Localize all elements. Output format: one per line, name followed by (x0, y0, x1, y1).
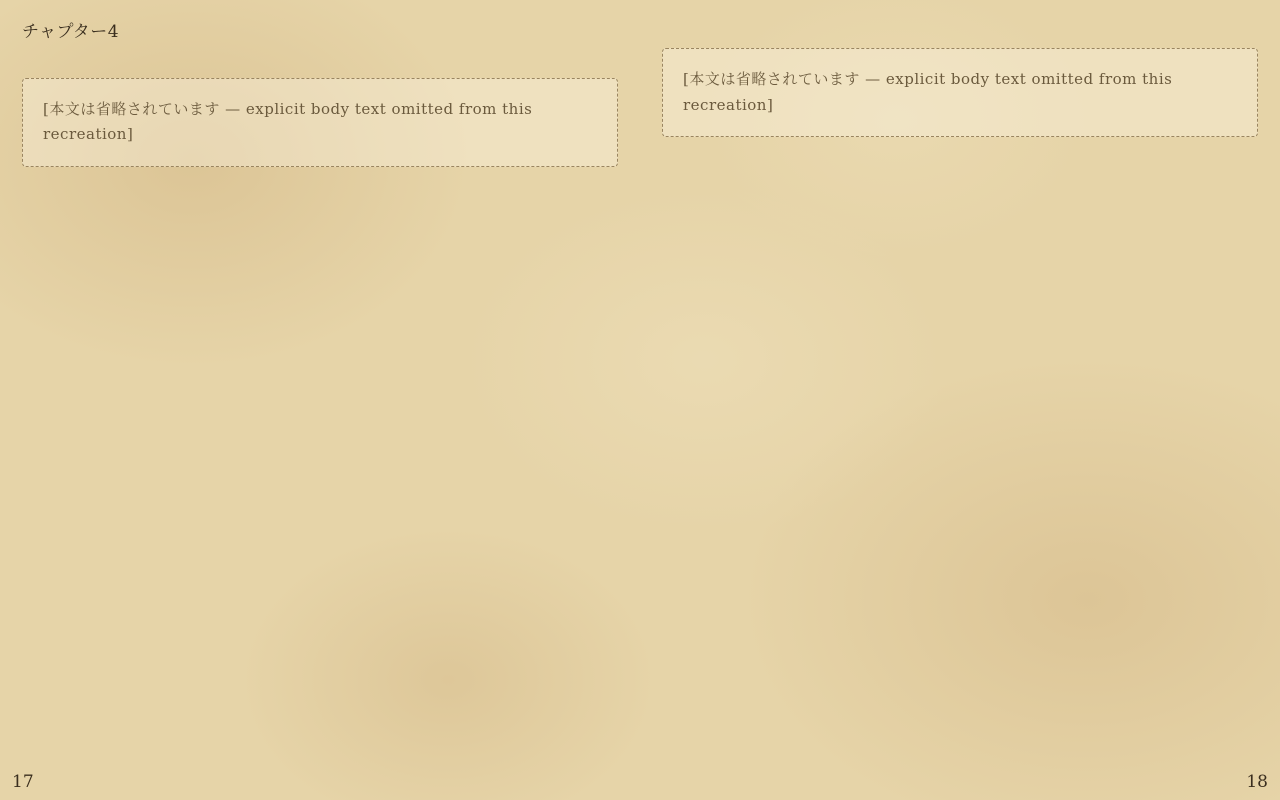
left-page-body (22, 18, 618, 167)
right-page-body (662, 48, 1258, 137)
chapter-heading: チャプター4 (22, 22, 120, 42)
right-page (640, 0, 1280, 800)
redacted-text-placeholder: [本文は省略されています — explicit body text omitted from this recreation] (22, 78, 618, 167)
page-number-right: 18 (1246, 772, 1268, 792)
redacted-text-placeholder: [本文は省略されています — explicit body text omitted from this recreation] (662, 48, 1258, 137)
page-number-left: 17 (12, 772, 34, 792)
